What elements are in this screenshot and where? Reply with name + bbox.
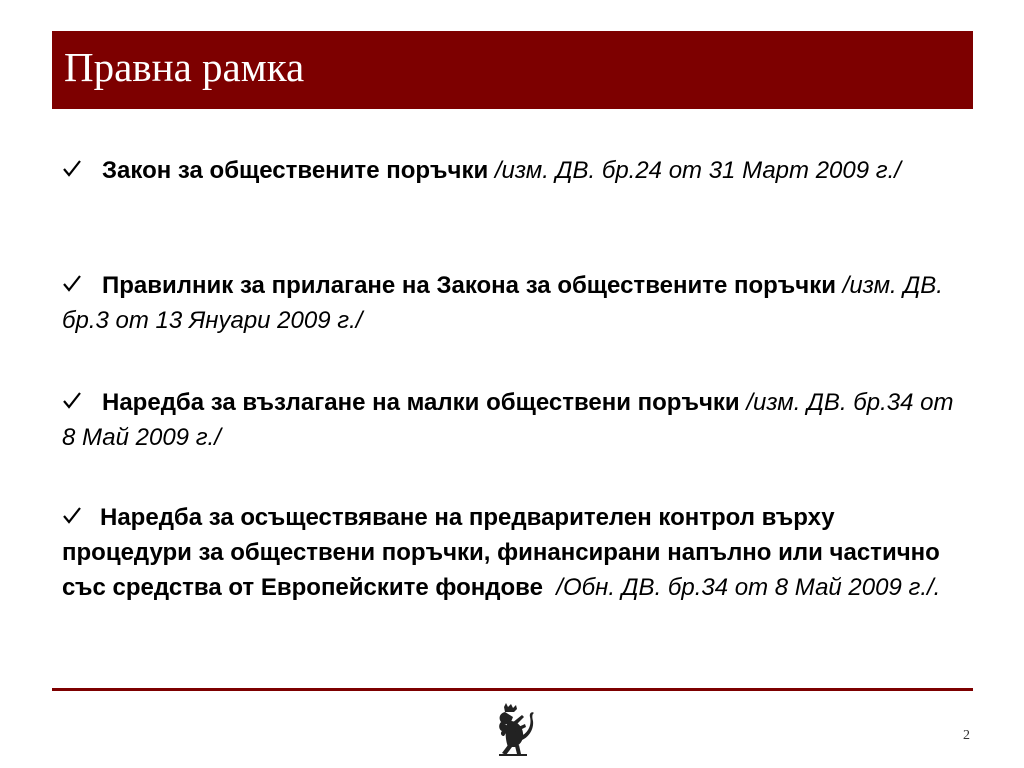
- bullet-bold-text: Наредба за възлагане на малки обществени поръчки: [102, 389, 740, 416]
- bullet-italic-text: /изм. ДВ. бр.34 от 8 Май 2009 г./: [62, 389, 954, 451]
- title-bar: [52, 31, 973, 109]
- lion-coat-of-arms-icon: [490, 703, 538, 757]
- page-number: 2: [963, 728, 970, 743]
- footer-divider: [52, 688, 973, 691]
- bullet-italic-text: /изм. ДВ. бр.24 от 31 Март 2009 г./: [488, 157, 901, 184]
- checkmark-icon: [62, 273, 102, 295]
- checkmark-icon: [62, 505, 100, 527]
- bullet-bold-text: Правилник за прилагане на Закона за обществените поръчки: [102, 272, 837, 299]
- checkmark-icon: [62, 390, 102, 412]
- checkmark-icon: [62, 158, 102, 180]
- bullet-bold-text: Закон за обществените поръчки: [102, 157, 489, 184]
- bullet-italic-text: /Обн. ДВ. бр.34 от 8 Май 2009 г./.: [556, 574, 941, 601]
- bullet-item: [62, 153, 962, 188]
- bullet-item: [62, 500, 962, 605]
- bullet-bold-text: Наредба за осъществяване на предварителен контрол върху процедури за обществени поръчки, финансирани напълно или частично със средства от Европейските фондове: [62, 504, 940, 601]
- bullet-item: [62, 385, 962, 455]
- slide-title: Правна рамка: [64, 44, 305, 90]
- bullet-item: [62, 268, 962, 338]
- bullet-italic-text: /изм. ДВ. бр.3 от 13 Януари 2009 г./: [62, 272, 943, 334]
